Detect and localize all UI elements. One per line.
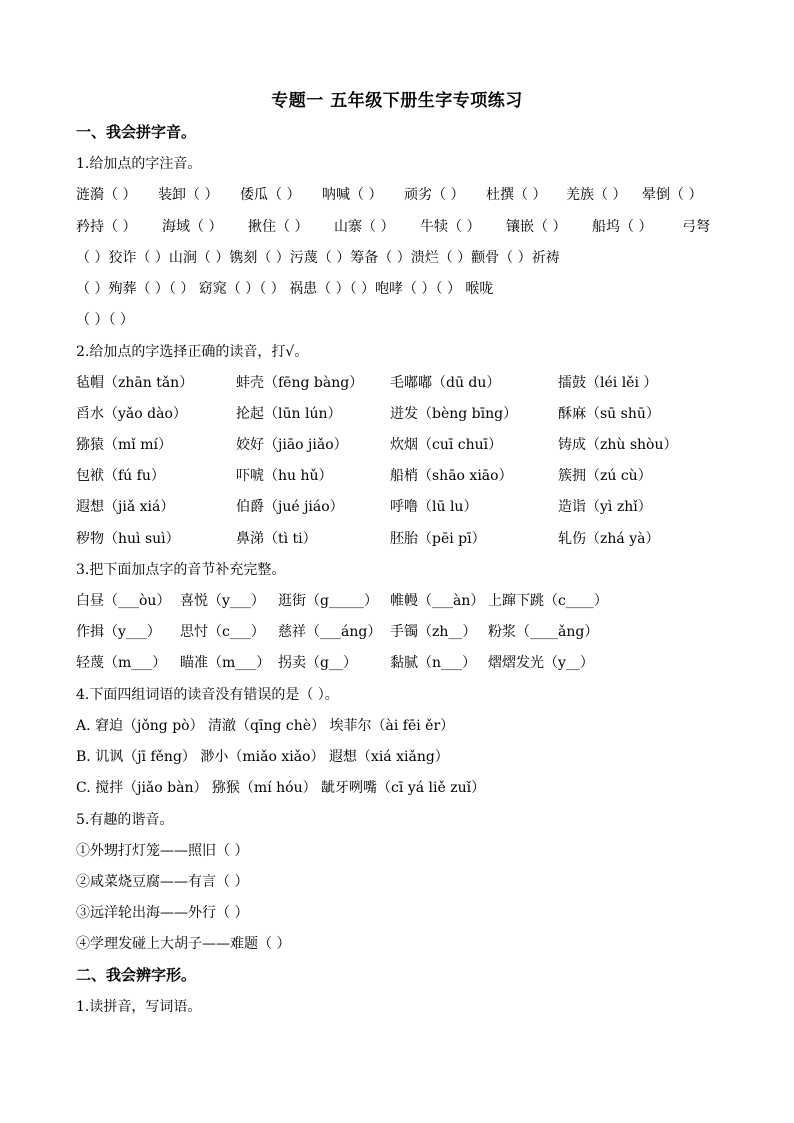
reading-choice: 擂鼓（léi lěi ） xyxy=(558,375,658,391)
word-blank: 装卸（ ） xyxy=(158,187,219,203)
word-blank: 顽劣（ ） xyxy=(404,187,465,203)
reading-choice: 胚胎（pēi pī） xyxy=(390,531,486,547)
word-blank: 呐喊（ ） xyxy=(322,187,383,203)
choice-option-a: A. 窘迫（jǒng pò） 清澈（qīng chè） 埃菲尔（ài fēi ěr） xyxy=(76,718,455,734)
reading-choice: 鼻涕（tì ti） xyxy=(236,531,317,547)
reading-choice: 吓唬（hu hǔ） xyxy=(236,468,333,484)
syllable-blank: 作揖（y___） xyxy=(76,624,161,640)
syllable-blank: 粉浆（____ǎng） xyxy=(488,624,599,640)
reading-choice: 迸发（bèng bīng） xyxy=(390,406,518,422)
word-blank: 镶嵌（ ） xyxy=(506,219,567,235)
fill-row xyxy=(76,622,716,642)
reading-choice: 酥麻（sū shū） xyxy=(558,406,660,422)
pun-item: ③远洋轮出海——外行（ ） xyxy=(76,905,249,921)
word-blank: 海域（ ） xyxy=(162,219,223,235)
choice-option-c: C. 搅拌（jiǎo bàn） 猕猴（mí hóu） 龇牙咧嘴（cī yá liě zuǐ） xyxy=(76,780,486,796)
pun-item: ④学理发碰上大胡子——难题（ ） xyxy=(76,936,291,952)
section-heading: 二、我会辨字形。 xyxy=(76,966,197,984)
syllable-blank: 拐卖（g__） xyxy=(278,655,357,671)
reading-choice: 蚌壳（fēng bàng） xyxy=(236,375,364,391)
choice-row xyxy=(76,373,716,393)
word-blank: 弓弩 xyxy=(682,219,710,235)
word-blank: 矜持（ ） xyxy=(76,219,137,235)
syllable-blank: 上蹿下跳（c____） xyxy=(488,593,608,609)
choice-row xyxy=(76,466,716,486)
choice-row xyxy=(76,404,716,424)
reading-choice: 簇拥（zú cù） xyxy=(558,468,652,484)
syllable-blank: 思忖（c___） xyxy=(180,624,265,640)
question-prompt: 3.把下面加点字的音节补充完整。 xyxy=(76,562,286,578)
choice-row xyxy=(76,435,716,455)
fill-row xyxy=(76,653,716,673)
word-blank: 山寨（ ） xyxy=(334,219,395,235)
pinyin-line xyxy=(76,185,716,205)
choice-option-b: B. 讥讽（jī fěng） 渺小（miǎo xiǎo） 遐想（xiá xiǎng） xyxy=(76,749,449,765)
word-blank: 牛犊（ ） xyxy=(420,219,481,235)
reading-choice: 造诣（yì zhǐ） xyxy=(558,499,652,515)
word-blank: 羌族（ ） xyxy=(566,187,627,203)
syllable-blank: 手镯（zh__） xyxy=(390,624,477,640)
reading-choice: 炊烟（cuī chuī） xyxy=(390,437,503,453)
reading-choice: 舀水（yǎo dào） xyxy=(76,406,187,422)
word-blank: 杜撰（ ） xyxy=(486,187,547,203)
choice-row xyxy=(76,529,716,549)
word-blank: 涟漪（ ） xyxy=(76,187,137,203)
pinyin-line: （ ）殉葬（ ）（ ） 窈窕（ ）（ ） 祸患（ ）（ ）咆哮（ ）（ ） 喉咙 xyxy=(76,281,494,297)
syllable-blank: 帷幔（___àn） xyxy=(390,593,485,609)
pinyin-line: （ ）狡诈（ ）山涧（ ）镌刻（ ）污蔑（ ）筹备（ ）溃烂（ ）颧骨（ ）祈祷 xyxy=(76,250,560,266)
reading-choice: 姣好（jiāo jiǎo） xyxy=(236,437,348,453)
question-prompt: 1.读拼音，写词语。 xyxy=(76,999,202,1015)
reading-choice: 毡帽（zhān tǎn） xyxy=(76,375,194,391)
reading-choice: 抡起（lūn lún） xyxy=(236,406,342,422)
fill-row xyxy=(76,591,716,611)
reading-choice: 铸成（zhù shòu） xyxy=(558,437,678,453)
reading-choice: 伯爵（jué jiáo） xyxy=(236,499,344,515)
question-prompt: 4.下面四组词语的读音没有错误的是（ ）。 xyxy=(76,687,339,703)
syllable-blank: 白昼（___òu） xyxy=(76,593,171,609)
pinyin-line: （ ）（ ） xyxy=(76,312,134,328)
syllable-blank: 喜悦（y___） xyxy=(180,593,265,609)
reading-choice: 船梢（shāo xiāo） xyxy=(390,468,513,484)
word-blank: 船坞（ ） xyxy=(592,219,653,235)
pun-item: ②咸菜烧豆腐——有言（ ） xyxy=(76,874,249,890)
reading-choice: 呼噜（lū lu） xyxy=(390,499,478,515)
word-blank: 揪住（ ） xyxy=(248,219,309,235)
reading-choice: 遐想（jiǎ xiá） xyxy=(76,499,175,515)
question-prompt: 2.给加点的字选择正确的读音，打√。 xyxy=(76,344,309,360)
section-heading: 一、我会拼字音。 xyxy=(76,123,197,141)
reading-choice: 轧伤（zhá yà） xyxy=(558,531,660,547)
reading-choice: 秽物（huì suì） xyxy=(76,531,180,547)
pinyin-line xyxy=(76,217,716,237)
syllable-blank: 黏腻（n___） xyxy=(390,655,477,671)
reading-choice: 猕猿（mǐ mí） xyxy=(76,437,172,453)
word-blank: 晕倒（ ） xyxy=(642,187,703,203)
syllable-blank: 逛街（g_____） xyxy=(278,593,378,609)
pun-item: ①外甥打灯笼——照旧（ ） xyxy=(76,843,249,859)
syllable-blank: 熠熠发光（y__） xyxy=(488,655,594,671)
question-prompt: 1.给加点的字注音。 xyxy=(76,156,202,172)
reading-choice: 毛嘟嘟（dū du） xyxy=(390,375,501,391)
question-prompt: 5.有趣的谐音。 xyxy=(76,812,174,828)
syllable-blank: 慈祥（___áng） xyxy=(278,624,382,640)
choice-row xyxy=(76,497,716,517)
page-title: 专题一 五年级下册生字专项练习 xyxy=(271,91,523,111)
reading-choice: 包袱（fú fu） xyxy=(76,468,165,484)
syllable-blank: 轻蔑（m___） xyxy=(76,655,167,671)
word-blank: 倭瓜（ ） xyxy=(240,187,301,203)
syllable-blank: 瞄准（m___） xyxy=(180,655,271,671)
